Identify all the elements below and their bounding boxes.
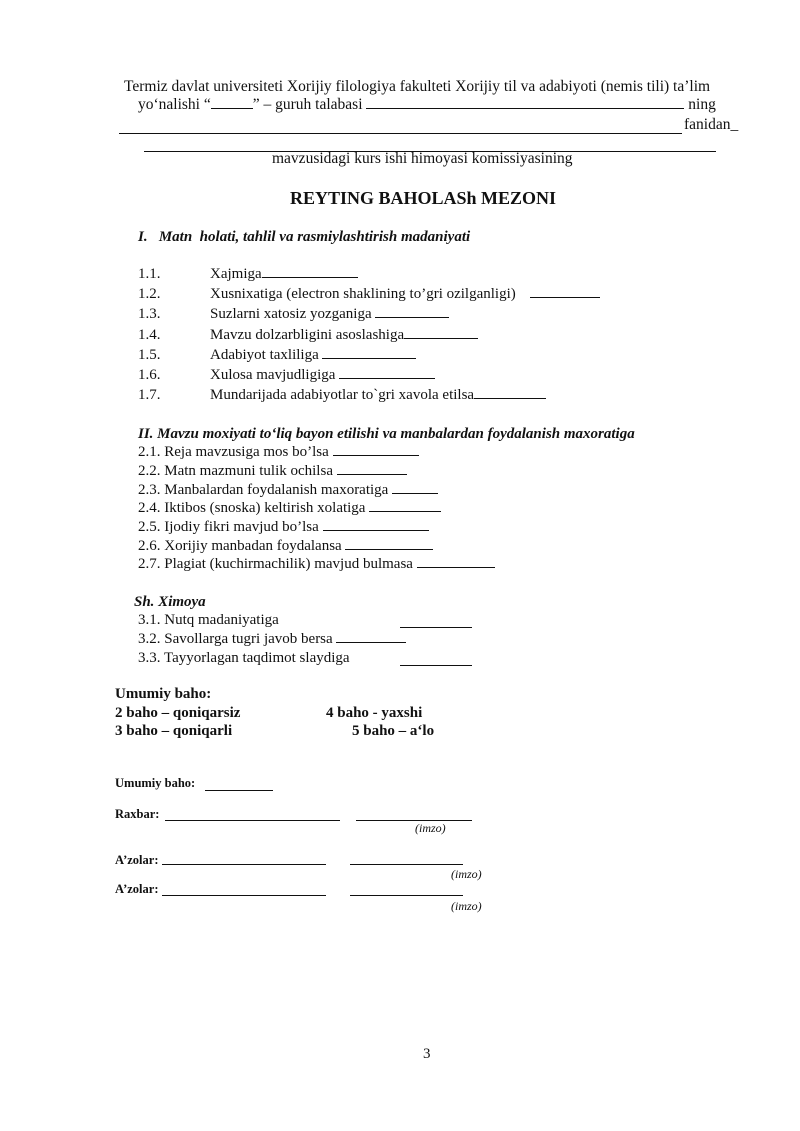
list-item: 2.1. Reja mavzusiga mos bo’lsa <box>138 444 419 461</box>
overall-grade-line <box>205 790 273 791</box>
list-item: 2.4. Iktibos (snoska) keltirish xolatiga <box>138 500 441 517</box>
member-1-imzo-label: (imzo) <box>451 867 482 881</box>
header-line-1: Termiz davlat universiteti Xorijiy filologiya fakulteti Xorijiy til va adabiyoti (nemis tili) ta’lim <box>124 78 711 95</box>
member-2-name-line <box>162 895 326 896</box>
leader-label: Raxbar: <box>115 807 160 821</box>
list-item: 3.2. Savollarga tugri javob bersa <box>138 631 406 648</box>
list-item: 1.1. Xajmiga <box>138 266 358 283</box>
leader-name-line <box>165 820 340 821</box>
grade-5: 5 baho – a‘lo <box>352 723 435 739</box>
header-line-3-end: fanidan_ <box>684 116 739 133</box>
header-line-2-middle: ” – guruh talabasi <box>252 96 363 113</box>
list-item: 1.2. Xusnixatiga (electron shaklining to’gri ozilganligi) <box>138 286 600 303</box>
list-item: 2.7. Plagiat (kuchirmachilik) mavjud bulmasa <box>138 556 495 573</box>
list-item: 1.5. Adabiyot taxliliga <box>138 347 416 364</box>
list-item: 1.4. Mavzu dolzarbligini asoslashiga <box>138 327 478 344</box>
header-line-2 <box>138 96 716 114</box>
header-line-5: mavzusidagi kurs ishi himoyasi komissiyasining <box>272 150 573 167</box>
header-blank-line-3 <box>119 133 682 134</box>
leader-imzo-label: (imzo) <box>415 821 446 835</box>
grades-heading: Umumiy baho: <box>115 686 212 702</box>
member-2-label: A’zolar: <box>115 882 159 896</box>
member-1-name-line <box>162 864 326 865</box>
blank-line <box>400 627 472 628</box>
section-1-heading: I. Matn holati, tahlil va rasmiylashtirish madaniyati <box>138 229 471 245</box>
member-1-label: A’zolar: <box>115 853 159 867</box>
section-3-heading: Sh. Ximoya <box>134 594 206 610</box>
section-2-heading: II. Mavzu moxiyati to‘liq bayon etilishi va manbalardan foydalanish maxoratiga <box>138 426 635 442</box>
header-line-2-end: ning <box>688 96 716 113</box>
header-line-2-start: yo‘nalishi “ <box>138 96 211 113</box>
list-item: 1.3. Suzlarni xatosiz yozganiga <box>138 306 449 323</box>
list-item: 1.6. Xulosa mavjudligiga <box>138 367 435 384</box>
leader-signature-line <box>356 820 472 821</box>
grade-2: 2 baho – qoniqarsiz <box>115 705 241 721</box>
grade-4: 4 baho - yaxshi <box>326 705 423 721</box>
list-item: 2.6. Xorijiy manbadan foydalansa <box>138 538 433 555</box>
overall-grade-label: Umumiy baho: <box>115 776 196 790</box>
member-1-signature-line <box>350 864 463 865</box>
list-item: 1.7. Mundarijada adabiyotlar to`gri xavola etilsa <box>138 387 546 404</box>
list-item: 2.2. Matn mazmuni tulik ochilsa <box>138 463 407 480</box>
member-2-imzo-label: (imzo) <box>451 899 482 913</box>
page-title: REYTING BAHOLASh MEZONI <box>290 188 557 208</box>
list-item: 3.1. Nutq madaniyatiga <box>138 612 279 628</box>
page-number: 3 <box>423 1046 431 1062</box>
blank-line <box>400 665 472 666</box>
grade-3: 3 baho – qoniqarli <box>115 723 233 739</box>
list-item: 3.3. Tayyorlagan taqdimot slaydiga <box>138 650 350 666</box>
list-item: 2.3. Manbalardan foydalanish maxoratiga <box>138 482 438 499</box>
member-2-signature-line <box>350 895 463 896</box>
list-item: 2.5. Ijodiy fikri mavjud bo’lsa <box>138 519 429 536</box>
